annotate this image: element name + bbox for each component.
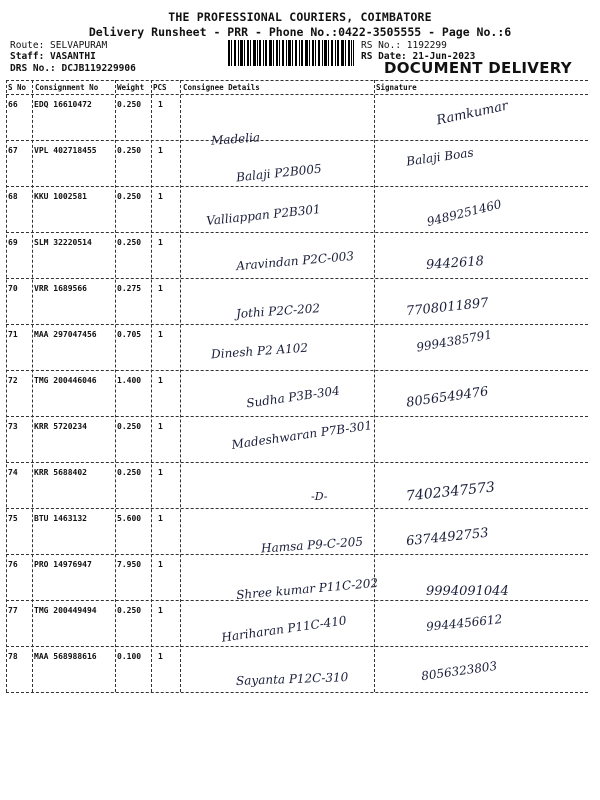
row-sno: 66: [8, 100, 18, 109]
row-consignee-handwriting: Sayanta P12C-310: [235, 670, 349, 688]
rs-date: RS Date: 21-Jun-2023: [361, 51, 476, 62]
row-consignee-handwriting: Madelia: [210, 130, 261, 148]
row-consignee-handwriting: Balaji P2B005: [235, 161, 323, 185]
row-consignee-handwriting: Shree kumar P11C-202: [235, 575, 379, 603]
row-signature-handwriting: 9489251460: [425, 196, 503, 230]
row-pcs: 1: [158, 100, 163, 109]
row-pcs: 1: [158, 514, 163, 523]
row-weight: 0.100: [117, 652, 142, 661]
col-sno-header: S No: [8, 83, 27, 92]
col-weight-header: Weight: [117, 83, 145, 92]
row-weight: 0.250: [117, 468, 142, 477]
row-sno: 78: [8, 652, 18, 661]
row-consignment-no: VPL 402718455: [34, 146, 97, 155]
document-delivery-label: DOCUMENT DELIVERY: [384, 59, 572, 77]
row-pcs: 1: [158, 422, 163, 431]
row-consignment-no: KRR 5720234: [34, 422, 87, 431]
row-consignment-no: EDQ 16610472: [34, 100, 92, 109]
row-consignee-handwriting: Jothi P2C-202: [235, 301, 321, 321]
row-pcs: 1: [158, 652, 163, 661]
row-consignee-handwriting: Hariharan P11C-410: [220, 613, 348, 645]
row-signature-handwriting: 9442618: [425, 253, 485, 274]
row-pcs: 1: [158, 146, 163, 155]
row-weight: 0.250: [117, 238, 142, 247]
col-pcs-header: PCS: [153, 83, 167, 92]
row-signature-handwriting: 9994091044: [426, 584, 509, 599]
drs-number: DRS No.: DCJB119229906: [10, 63, 136, 74]
row-signature-handwriting: 9994385791: [415, 327, 493, 355]
row-weight: 1.400: [117, 376, 142, 385]
row-sno: 77: [8, 606, 18, 615]
row-consignee-handwriting: Valliappan P2B301: [205, 202, 322, 228]
row-weight: 0.250: [117, 422, 142, 431]
runsheet-subtitle: Delivery Runsheet - PRR - Phone No.:0422-3505555 - Page No.:6: [88, 25, 512, 39]
row-pcs: 1: [158, 376, 163, 385]
row-consignment-no: MAA 297047456: [34, 330, 97, 339]
row-sno: 75: [8, 514, 18, 523]
row-signature-handwriting: 8056549476: [405, 384, 490, 411]
runsheet-table: [6, 80, 588, 692]
row-weight: 0.250: [117, 100, 142, 109]
row-consignee-handwriting: Dinesh P2 A102: [210, 340, 309, 362]
row-consignment-no: PRO 14976947: [34, 560, 92, 569]
row-consignment-no: KKU 1002581: [34, 192, 87, 201]
row-consignee-handwriting: Aravindan P2C-003: [235, 248, 355, 274]
row-sno: 72: [8, 376, 18, 385]
col-signature-header: Signature: [376, 83, 417, 92]
row-pcs: 1: [158, 330, 163, 339]
runsheet-title: THE PROFESSIONAL COURIERS, COIMBATORE: [168, 10, 432, 24]
row-consignment-no: BTU 1463132: [34, 514, 87, 523]
row-consignment-no: VRR 1689566: [34, 284, 87, 293]
row-signature-handwriting: 9944456612: [425, 612, 503, 634]
row-sno: 73: [8, 422, 18, 431]
row-sno: 74: [8, 468, 18, 477]
row-signature-handwriting: 6374492753: [405, 525, 490, 550]
row-sno: 70: [8, 284, 18, 293]
row-weight: 0.275: [117, 284, 142, 293]
row-signature-handwriting: 8056323803: [420, 658, 498, 684]
row-weight: 5.600: [117, 514, 142, 523]
row-pcs: 1: [158, 606, 163, 615]
row-signature-handwriting: Balaji Boas: [405, 145, 475, 169]
row-pcs: 1: [158, 468, 163, 477]
barcode-icon: [228, 40, 354, 66]
col-consignee-header: Consignee Details: [183, 83, 260, 92]
row-pcs: 1: [158, 560, 163, 569]
row-consignee-handwriting: Hamsa P9-C-205: [260, 534, 364, 556]
staff-label: Staff: VASANTHI: [10, 51, 96, 62]
row-signature-handwriting: Ramkumar: [435, 98, 510, 129]
row-weight: 0.705: [117, 330, 142, 339]
row-consignee-handwriting: Sudha P3B-304: [245, 383, 341, 411]
row-consignment-no: KRR 5688402: [34, 468, 87, 477]
row-signature-handwriting: 7402347573: [405, 479, 496, 505]
row-consignment-no: SLM 32220514: [34, 238, 92, 247]
row-consignment-no: MAA 568988616: [34, 652, 97, 661]
rs-number: RS No.: 1192299: [361, 40, 447, 51]
row-sno: 69: [8, 238, 18, 247]
row-pcs: 1: [158, 284, 163, 293]
row-weight: 0.250: [117, 606, 142, 615]
row-pcs: 1: [158, 192, 163, 201]
row-sno: 68: [8, 192, 18, 201]
row-consignee-handwriting: Madeshwaran P7B-301: [230, 418, 373, 452]
row-weight: 7.950: [117, 560, 142, 569]
row-weight: 0.250: [117, 146, 142, 155]
row-sno: 67: [8, 146, 18, 155]
row-signature-handwriting: 7708011897: [405, 295, 490, 320]
row-consignment-no: TMG 200446046: [34, 376, 97, 385]
col-consignment-header: Consignment No: [35, 83, 99, 92]
row-weight: 0.250: [117, 192, 142, 201]
row-sno: 71: [8, 330, 18, 339]
route-label: Route: SELVAPURAM: [10, 40, 108, 51]
row-consignee-handwriting: -D-: [311, 490, 328, 503]
row-pcs: 1: [158, 238, 163, 247]
row-consignment-no: TMG 200449494: [34, 606, 97, 615]
row-sno: 76: [8, 560, 18, 569]
